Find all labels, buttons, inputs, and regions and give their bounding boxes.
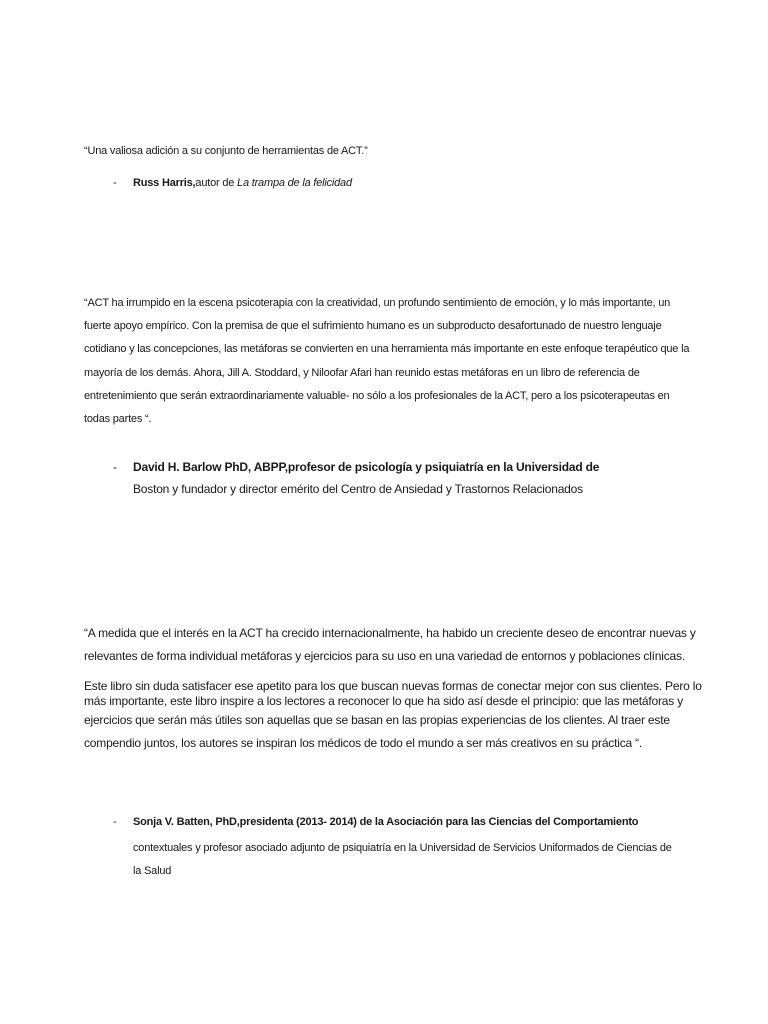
attribution-dash: - <box>113 177 117 189</box>
attribution-dash: - <box>113 460 117 474</box>
author-role-continuation: contextuales y profesor asociado adjunto de psiquiatría en la Universidad de Servicios Uniformados de Ciencias de la Salud <box>133 842 672 877</box>
attribution-barlow <box>113 460 599 496</box>
attribution-harris <box>113 177 352 189</box>
quote-harris: “Una valiosa adición a su conjunto de herramientas de ACT.” <box>84 145 368 157</box>
author-role: profesor de psicología y psiquiatría en la Universidad de <box>287 460 600 474</box>
book-title: La trampa de la felicidad <box>237 177 352 189</box>
author-name: Russ Harris, <box>133 177 196 189</box>
author-role: autor de <box>195 177 238 189</box>
paragraph-text: Este libro sin duda satisfacer ese apetito para los que buscan nuevas formas de conectar mejor con sus clientes. Pero lo más importante, este libro inspire a los lectores a reconocer lo que ha sido así desde el principio: que las metáforas y <box>84 679 702 708</box>
quote-barlow: “ACT ha irrumpido en la escena psicoterapia con la creatividad, un profundo sentimiento de emoción, y lo más importante, un fuerte apoyo empírico. Con la premisa de que el sufrimiento humano es un subproducto desafortunado de nuestro lenguaje cotidiano y las concepciones, las metáforas se convierten en una herramienta más importante en este enfoque terapéutico que la mayoría de los demás. Ahora, Jill A. Stoddard, y Niloofar Afari han reunido estas metáforas en un libro de referencia de entretenimiento que serán extraordinariamente valuable- no sólo a los profesionales de la ACT, pero a los psicoterapeutas en todas partes “. <box>84 297 690 426</box>
quote-batten-paragraph-2 <box>84 679 714 755</box>
author-role-continuation: Boston y fundador y director emérito del Centro de Ansiedad y Trastornos Relacionados <box>133 482 583 496</box>
author-role: presidenta (2013- 2014) de la Asociación para las Ciencias del Comportamiento <box>239 816 639 828</box>
attribution-batten <box>113 816 673 883</box>
author-name: David H. Barlow PhD, ABPP, <box>133 460 288 474</box>
author-name: Sonja V. Batten, PhD, <box>133 816 240 828</box>
paragraph-text: ejercicios que serán más útiles son aquellas que se basan en las propias experiencias de los clientes. Al traer este compendio juntos, los autores se inspiran los médicos de todo el mundo a ser más creativos en su práctica “. <box>84 713 670 750</box>
attribution-dash: - <box>113 816 117 828</box>
quote-batten-paragraph-1: “A medida que el interés en la ACT ha crecido internacionalmente, ha habido un creciente deseo de encontrar nuevas y relevantes de forma individual metáforas y ejercicios para su uso en una variedad de entornos y poblaciones clínicas. <box>84 626 696 663</box>
